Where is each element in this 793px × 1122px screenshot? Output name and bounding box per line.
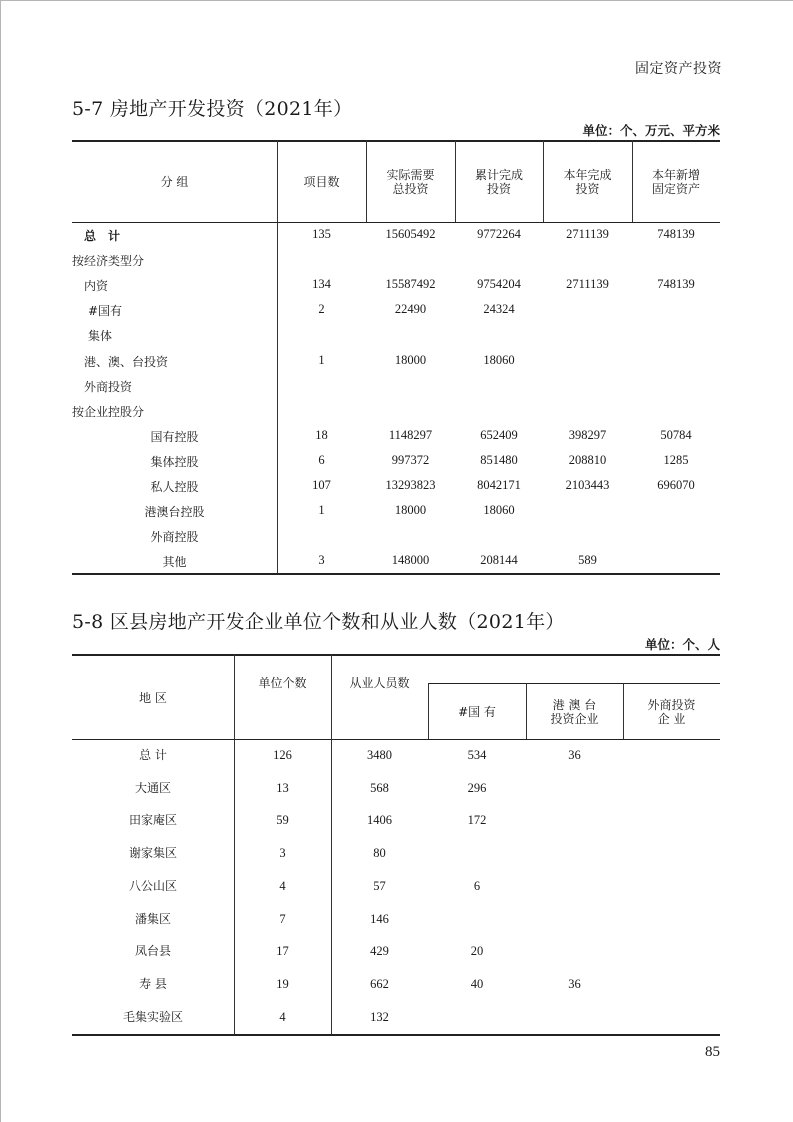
header-text: 项目数 bbox=[303, 175, 340, 189]
table-cell: 296 bbox=[467, 780, 487, 795]
table-cell: 134 bbox=[312, 277, 331, 292]
table-cell: 568 bbox=[370, 780, 389, 795]
bottom-rule bbox=[72, 1034, 720, 1036]
table-5-8-unit: 单位：个、人 bbox=[644, 637, 720, 652]
region-name: 大通区 bbox=[134, 780, 171, 795]
table-row bbox=[72, 353, 720, 369]
table-row bbox=[72, 813, 720, 829]
table-cell: 15605492 bbox=[385, 227, 436, 241]
header-rule bbox=[72, 739, 720, 740]
table-cell: 208144 bbox=[480, 553, 518, 568]
header-text: #国 有 bbox=[458, 704, 496, 719]
table-cell: 6 bbox=[473, 878, 481, 893]
table-cell: 146 bbox=[370, 911, 389, 926]
table-cell: 172 bbox=[467, 813, 487, 828]
table-cell: 3480 bbox=[367, 748, 392, 762]
table-cell: 59 bbox=[276, 813, 289, 828]
column-header-units: 单位个数 bbox=[258, 675, 307, 690]
table-row bbox=[72, 977, 720, 993]
column-header bbox=[72, 142, 277, 222]
column-header bbox=[277, 142, 366, 222]
row-label: 国有控股 bbox=[150, 429, 199, 444]
header-text: 累计完成 投资 bbox=[474, 168, 523, 196]
column-header-employees: 从业人员数 bbox=[349, 675, 410, 690]
header-rule bbox=[72, 222, 720, 223]
table-cell: 13293823 bbox=[385, 478, 436, 492]
row-label: 外商投资 bbox=[84, 379, 133, 394]
table-cell: 18000 bbox=[394, 352, 427, 367]
table-row bbox=[72, 277, 720, 293]
table-cell: 6 bbox=[318, 452, 325, 467]
table-row bbox=[72, 748, 720, 764]
table-cell: 4 bbox=[279, 1009, 286, 1024]
table-row bbox=[72, 781, 720, 797]
header-text: 分 组 bbox=[160, 175, 189, 189]
table-row bbox=[72, 528, 720, 544]
table-row bbox=[72, 378, 720, 394]
region-name: 总 计 bbox=[139, 748, 167, 762]
table-cell: 3 bbox=[279, 846, 286, 861]
table-cell: 2103443 bbox=[565, 478, 610, 492]
table-row bbox=[72, 912, 720, 928]
region-name: 凤台县 bbox=[134, 944, 171, 959]
column-header bbox=[632, 142, 720, 222]
row-label: 集体 bbox=[88, 329, 113, 344]
table-cell: 17 bbox=[276, 944, 289, 959]
table-row bbox=[72, 403, 720, 419]
table-cell: 8042171 bbox=[477, 478, 521, 492]
table-cell: 208810 bbox=[568, 452, 607, 467]
column-subheader bbox=[428, 684, 526, 739]
column-header-region: 地 区 bbox=[139, 690, 167, 705]
table-cell: 18060 bbox=[483, 503, 515, 518]
table-cell: 4 bbox=[279, 878, 286, 893]
table-cell: 589 bbox=[578, 553, 597, 568]
table-cell: 1285 bbox=[663, 452, 689, 467]
row-label: 按经济类型分 bbox=[72, 254, 145, 269]
row-label: 内资 bbox=[84, 279, 109, 294]
region-name: 谢家集区 bbox=[128, 846, 177, 861]
row-label: #国有 bbox=[88, 304, 123, 319]
table-5-8-title: 5-8 区县房地产开发企业单位个数和从业人数（2021年） bbox=[72, 611, 565, 633]
row-label: 集体控股 bbox=[150, 454, 199, 469]
table-cell: 57 bbox=[373, 878, 386, 893]
row-label: 港澳台控股 bbox=[144, 505, 205, 520]
row-label: 港、澳、台投资 bbox=[84, 354, 169, 369]
table-cell: 126 bbox=[273, 748, 292, 762]
table-cell: 1 bbox=[318, 503, 325, 518]
table-cell: 18 bbox=[315, 427, 328, 442]
table-cell: 19 bbox=[276, 976, 289, 991]
table-row bbox=[72, 1010, 720, 1026]
row-label: 私人控股 bbox=[150, 480, 199, 494]
region-name: 寿 县 bbox=[139, 976, 167, 991]
header-text: 港 澳 台 投资企业 bbox=[550, 697, 599, 726]
header-text: 外商投资 企 业 bbox=[647, 697, 696, 726]
region-name: 八公山区 bbox=[128, 878, 177, 893]
running-head: 固定资产投资 bbox=[635, 61, 722, 77]
table-row bbox=[72, 553, 720, 569]
column-header bbox=[455, 142, 543, 222]
table-row bbox=[72, 478, 720, 494]
table-cell: 13 bbox=[276, 780, 289, 795]
page-number: 85 bbox=[705, 1044, 720, 1060]
table-cell: 24324 bbox=[483, 302, 515, 317]
table-cell: 80 bbox=[373, 846, 386, 861]
column-subheader bbox=[526, 684, 623, 739]
table-cell: 696070 bbox=[657, 478, 695, 492]
table-cell: 50784 bbox=[660, 427, 692, 442]
table-cell: 135 bbox=[312, 227, 331, 241]
table-cell: 22490 bbox=[394, 302, 427, 317]
table-row bbox=[72, 503, 720, 519]
table-cell: 1 bbox=[318, 352, 325, 367]
row-label: 按企业控股分 bbox=[72, 404, 145, 419]
table-cell: 2 bbox=[318, 302, 325, 317]
table-row bbox=[72, 327, 720, 343]
table-cell: 2711139 bbox=[566, 277, 609, 292]
table-cell: 107 bbox=[312, 478, 331, 492]
table-cell: 9772264 bbox=[477, 227, 521, 241]
table-cell: 997372 bbox=[391, 452, 430, 467]
region-name: 田家庵区 bbox=[128, 813, 177, 828]
header-text: 实际需要 总投资 bbox=[386, 168, 435, 196]
table-cell: 534 bbox=[467, 748, 487, 762]
table-cell: 2711139 bbox=[566, 227, 609, 241]
table-cell: 3 bbox=[318, 553, 325, 568]
table-cell: 18000 bbox=[394, 503, 427, 518]
table-row bbox=[72, 227, 720, 243]
table-row bbox=[72, 879, 720, 895]
header-text: 本年完成 投资 bbox=[563, 168, 612, 196]
header-text: 本年新增 固定资产 bbox=[651, 168, 700, 196]
table-cell: 36 bbox=[568, 976, 581, 991]
table-cell: 748139 bbox=[657, 277, 695, 292]
table-cell: 7 bbox=[279, 911, 286, 926]
table-row bbox=[72, 944, 720, 960]
table-cell: 429 bbox=[370, 944, 389, 959]
region-name: 毛集实验区 bbox=[122, 1009, 183, 1024]
region-name: 潘集区 bbox=[134, 911, 171, 926]
column-header bbox=[543, 142, 632, 222]
table-cell: 9754204 bbox=[477, 277, 521, 292]
table-5-7-unit: 单位：个、万元、平方米 bbox=[582, 123, 720, 138]
table-cell: 1406 bbox=[367, 813, 392, 828]
table-cell: 652409 bbox=[480, 427, 518, 442]
table-cell: 40 bbox=[470, 976, 484, 991]
table-row bbox=[72, 846, 720, 862]
table-cell: 662 bbox=[370, 976, 389, 991]
table-cell: 18060 bbox=[483, 352, 515, 367]
table-cell: 132 bbox=[370, 1009, 389, 1024]
table-cell: 1148297 bbox=[388, 427, 433, 442]
table-row bbox=[72, 252, 720, 268]
column-header bbox=[366, 142, 455, 222]
table-cell: 36 bbox=[568, 748, 581, 762]
table-cell: 748139 bbox=[657, 227, 695, 241]
column-subheader bbox=[623, 684, 720, 739]
row-label: 外商控股 bbox=[150, 530, 199, 545]
table-row bbox=[72, 428, 720, 444]
table-cell: 398297 bbox=[568, 427, 607, 442]
bottom-rule bbox=[72, 573, 720, 575]
row-label: 其他 bbox=[162, 555, 187, 570]
table-row bbox=[72, 453, 720, 469]
table-cell: 20 bbox=[470, 944, 484, 959]
table-row bbox=[72, 302, 720, 318]
table-cell: 851480 bbox=[480, 452, 518, 467]
table-5-7-title: 5-7 房地产开发投资（2021年） bbox=[72, 98, 353, 120]
table-cell: 148000 bbox=[391, 553, 430, 568]
row-label: 总 计 bbox=[84, 229, 121, 243]
table-cell: 15587492 bbox=[385, 277, 436, 292]
